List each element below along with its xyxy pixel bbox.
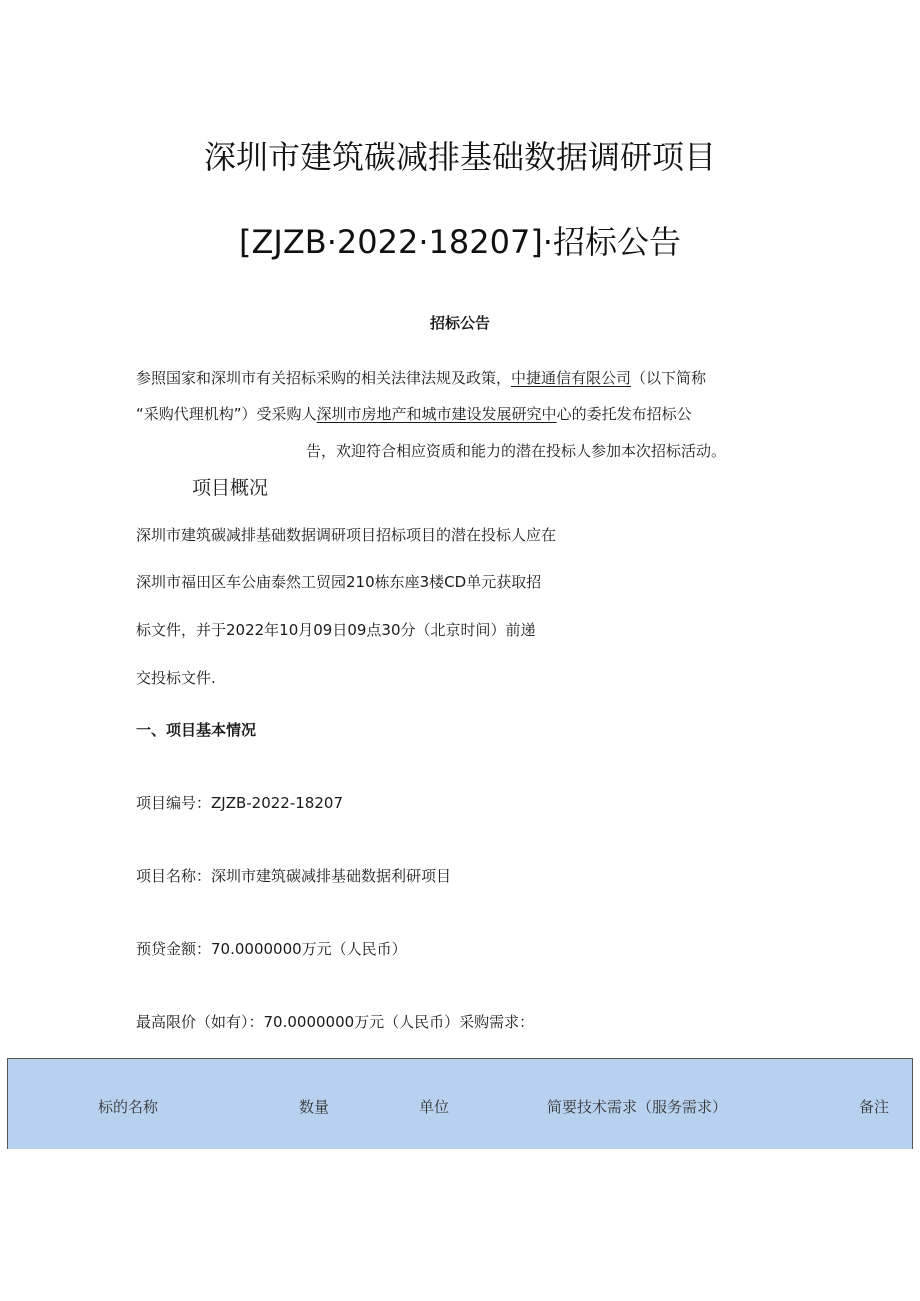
budget-amount: 预贷金额：70.0000000万元（人民币）: [136, 940, 407, 958]
agency-name: 中捷通信有限公司: [511, 369, 632, 387]
intro-line-2: [136, 404, 692, 424]
max-price: 最高限价（如有）：70.0000000万元（人民币）采购需求：: [136, 1013, 535, 1031]
intro-text: “采购代理机构”）受采购人: [136, 405, 317, 423]
intro-line-1: [136, 368, 706, 388]
overview-line: 标文件，并于2022年10月09日09点30分（北京时间）前递: [136, 621, 536, 639]
overview-line: 交投标文件.: [136, 669, 216, 687]
intro-text: （以下简称: [631, 369, 707, 387]
project-number: 项目编号：ZJZB-2022-18207: [136, 794, 343, 812]
overview-line: 深圳市建筑碳减排基础数据调研项目招标项目的潜在投标人应在: [136, 526, 557, 544]
column-header-requirements: 简要技术需求（服务需求）: [547, 1098, 728, 1116]
section-1-title: 一、项目基本情况: [136, 721, 257, 739]
column-header-quantity: 数量: [299, 1098, 330, 1116]
column-header-unit: 单位: [419, 1098, 450, 1116]
announcement-subheading: 招标公告: [429, 314, 490, 332]
column-header-item-name: 标的名称: [98, 1098, 159, 1116]
document-title-line-2: [ZJZB·2022·18207]·招标公告: [239, 223, 681, 261]
intro-text: 心的委托发布招标公: [556, 405, 692, 423]
project-name: 项目名称：深圳市建筑碳减排基础数据利研项目: [136, 867, 452, 885]
intro-line-3: 告，欢迎符合相应资质和能力的潜在投标人参加本次招标活动。: [306, 442, 727, 460]
intro-text: 参照国家和深圳市有关招标采购的相关法律法规及政策，: [136, 369, 512, 387]
overview-line: 深圳市福田区车公庙泰然工贸园210栋东座3楼CD单元获取招: [136, 573, 542, 591]
document-title-line-1: 深圳市建筑碳减排基础数据调研项目: [203, 138, 716, 176]
overview-title: 项目概况: [192, 477, 269, 499]
buyer-name: 深圳市房地产和城市建设发展研究中: [316, 405, 557, 423]
requirements-table-header: [7, 1058, 913, 1149]
column-header-remarks: 备注: [859, 1098, 890, 1116]
